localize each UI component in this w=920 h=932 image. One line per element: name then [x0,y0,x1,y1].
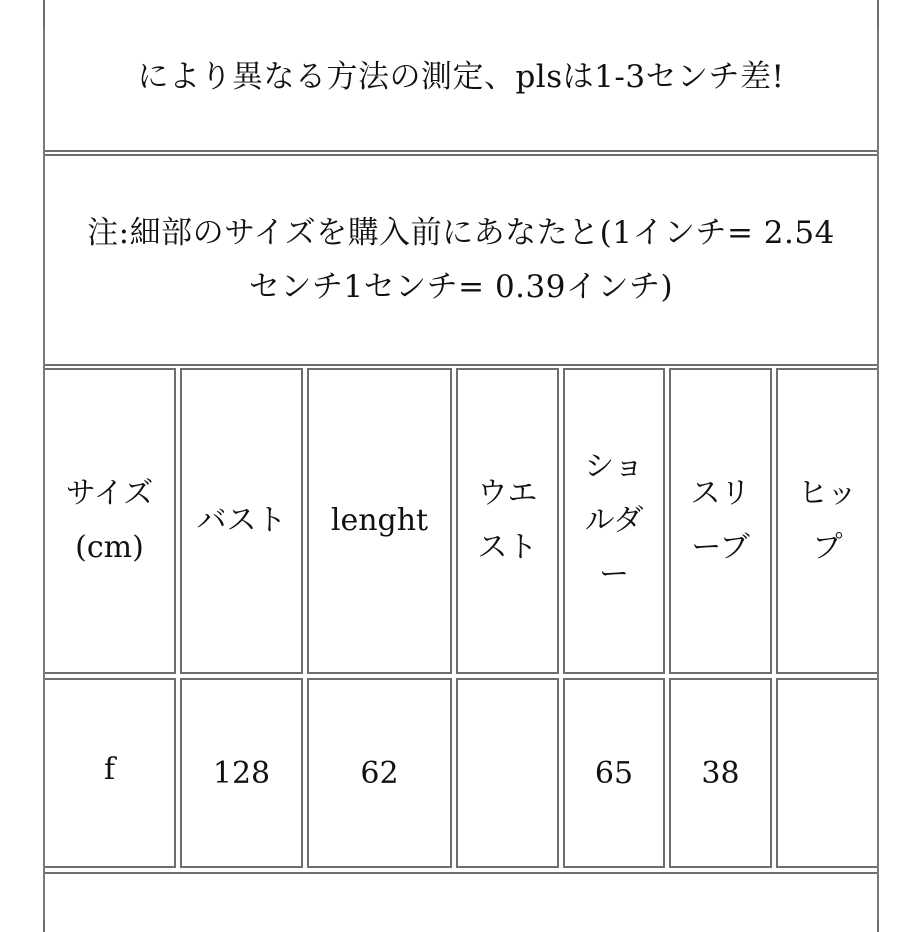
value-length: 62 [360,755,399,791]
header-waist-line1: ウエ [477,476,538,511]
header-shoulder-line1: ショ [584,449,644,484]
cell-hip [776,678,879,868]
header-size [43,368,176,674]
header-sleeve-line1: スリ [690,476,751,511]
value-shoulder: 65 [594,755,634,791]
header-bust [180,368,303,674]
cell-length [307,678,452,868]
header-waist-line2: スト [477,530,538,565]
header-shoulder-line3: ー [599,557,629,592]
header-shoulder [563,368,665,674]
cell-sleeve [669,678,772,868]
cell-size [43,678,176,868]
value-size: f [103,751,116,787]
cell-shoulder [563,678,665,868]
outer-border-right [877,28,879,920]
header-sleeve [669,368,772,674]
header-shoulder-line2: ルダ [584,503,644,538]
outer-border-left [43,28,45,920]
header-waist [456,368,559,674]
cell-bust [180,678,303,868]
header-length [307,368,452,674]
value-bust: 128 [212,755,271,791]
next-row-cell [43,872,879,932]
header-hip [776,368,879,674]
conversion-note [87,206,835,314]
header-size-label: サイズ [65,476,154,511]
cell-waist [456,678,559,868]
measurement-note-cell [43,0,879,152]
size-chart [43,0,879,920]
header-size-unit: (cm) [75,530,144,565]
conversion-note-line2: センチ1センチ= 0.39インチ) [248,269,674,305]
header-bust-label: バスト [196,503,287,538]
header-sleeve-line2: ーブ [691,530,750,565]
header-hip-line1: ヒッ [797,476,858,511]
conversion-note-line1: 注:細部のサイズを購入前にあなたと(1インチ= 2.54 [87,215,835,251]
header-length-label: lenght [330,503,429,538]
value-sleeve: 38 [701,755,740,791]
header-hip-line2: プ [812,530,843,565]
measurement-note: により異なる方法の測定、plsは1-3センチ差! [137,59,785,95]
conversion-note-cell [43,154,879,366]
